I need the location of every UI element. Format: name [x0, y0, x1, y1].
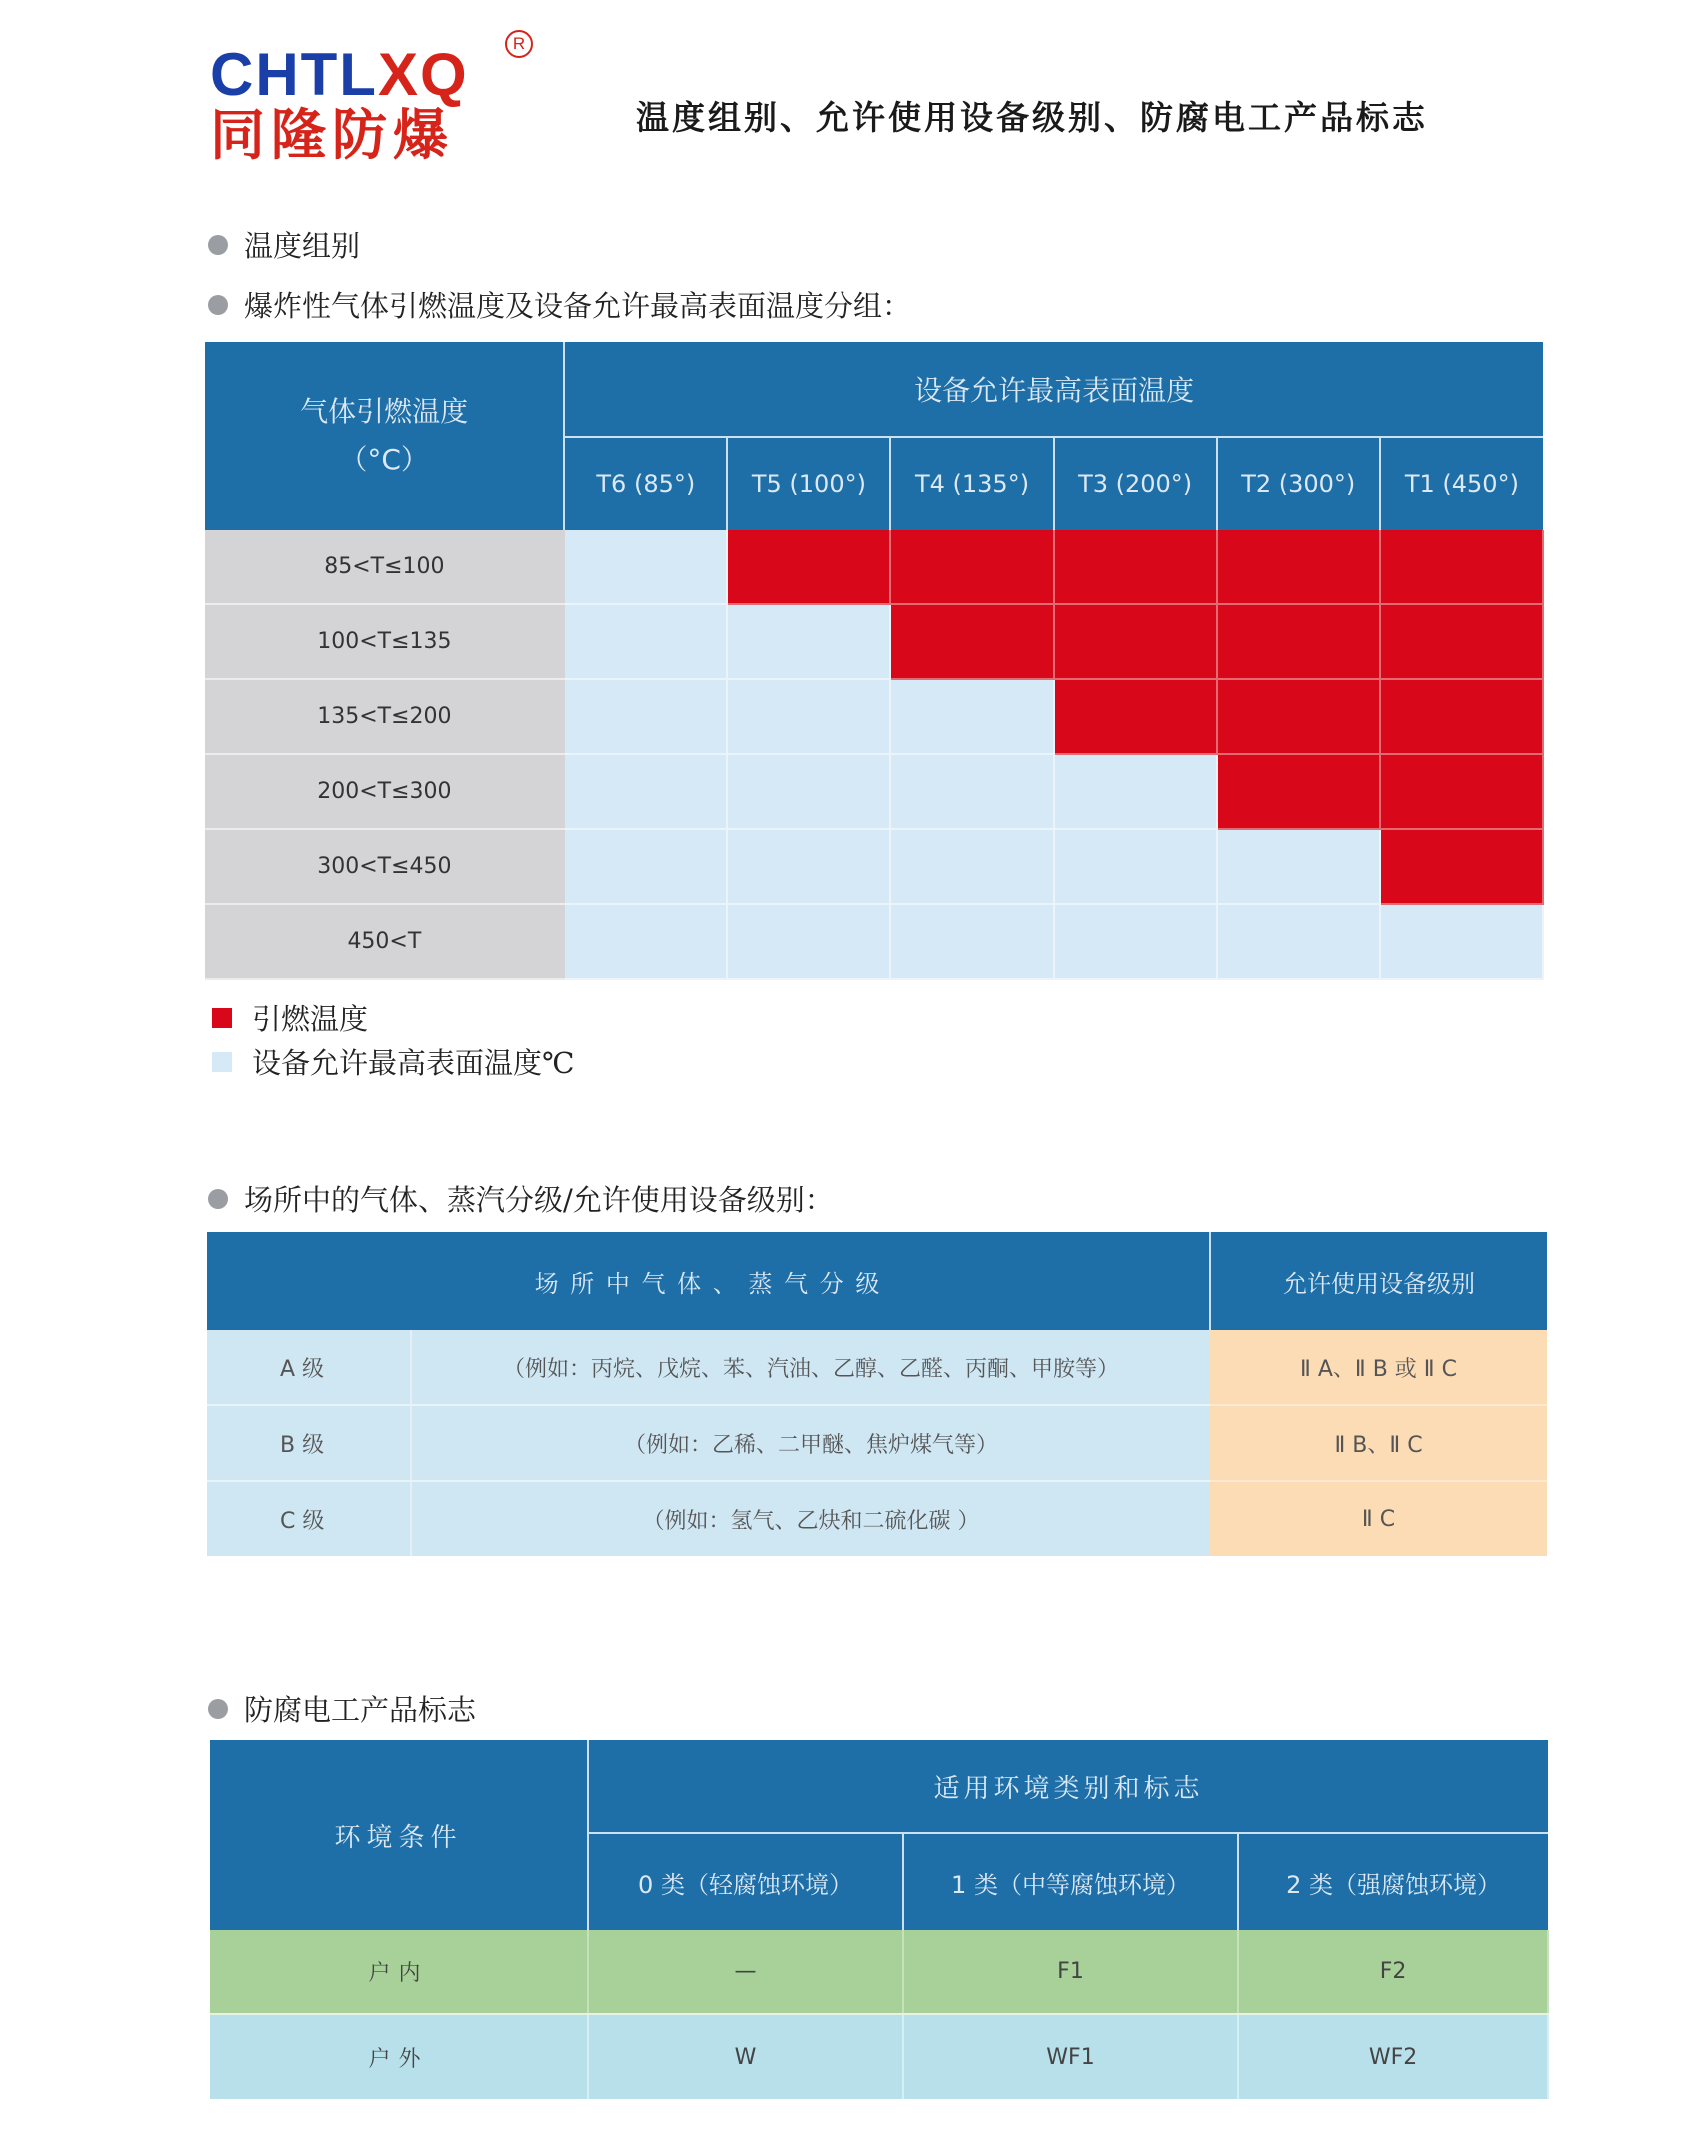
allowed-temp-cell [1380, 904, 1543, 979]
table-cell: WF2 [1238, 2014, 1548, 2099]
allowed-temp-cell [727, 754, 890, 829]
corner-unit: （°C） [339, 443, 429, 476]
legend-red [212, 997, 368, 1038]
ignition-cell [1380, 604, 1543, 679]
registered-mark-icon: R [505, 30, 533, 58]
allowed-temp-cell [564, 904, 727, 979]
table-cell: W [588, 2014, 903, 2099]
allowed-temp-cell [1054, 904, 1217, 979]
bullet-icon [208, 1189, 228, 1209]
logo-english [210, 40, 469, 110]
bullet-icon [208, 295, 228, 315]
section-heading-gas-classes [208, 1178, 834, 1219]
logo-english-blue: CHTL [210, 41, 378, 108]
corner-label: 气体引燃温度 [300, 395, 469, 428]
allowed-temp-cell [727, 679, 890, 754]
column-header: T4 (135°) [890, 437, 1053, 530]
allowed-temp-cell [727, 829, 890, 904]
table-row [205, 829, 1543, 904]
allowed-temp-cell [564, 754, 727, 829]
bullet-icon [208, 1699, 228, 1719]
allowed-temp-cell [564, 530, 727, 604]
blue-square-icon [212, 1052, 232, 1072]
section-heading-anticorrosion [208, 1688, 476, 1729]
ignition-cell [727, 530, 890, 604]
allowed-temp-cell [890, 829, 1053, 904]
column-header: 0 类（轻腐蚀环境） [588, 1833, 903, 1930]
allowed-temp-cell [564, 679, 727, 754]
ignition-cell [1054, 530, 1217, 604]
gas-example: （例如：丙烷、戊烷、苯、汽油、乙醇、乙醛、丙酮、甲胺等） [411, 1330, 1210, 1405]
table-row [205, 754, 1543, 829]
ignition-cell [1380, 754, 1543, 829]
legend-label: 设备允许最高表面温度℃ [252, 1046, 575, 1080]
column-header: 2 类（强腐蚀环境） [1238, 1833, 1548, 1930]
table-row [210, 1930, 1548, 2014]
table-row [210, 2014, 1548, 2099]
section-heading-temp-group [208, 224, 360, 265]
row-label: 85<T≤100 [205, 530, 564, 604]
logo-chinese: 同隆防爆 [210, 103, 455, 167]
row-label: 300<T≤450 [205, 829, 564, 904]
gas-level: B 级 [207, 1405, 411, 1481]
section-heading-explosive-gas [208, 284, 911, 325]
section-label: 防腐电工产品标志 [244, 1693, 477, 1727]
table-cell: — [588, 1930, 903, 2014]
table-cell: F1 [903, 1930, 1238, 2014]
ignition-cell [1217, 530, 1380, 604]
allowed-temp-cell [890, 904, 1053, 979]
legend-label: 引燃温度 [252, 1002, 369, 1036]
ignition-cell [1054, 604, 1217, 679]
ignition-cell [1380, 530, 1543, 604]
table-row [205, 604, 1543, 679]
environment-label: 户内 [210, 1930, 588, 2014]
ignition-cell [1217, 754, 1380, 829]
table-cell: F2 [1238, 1930, 1548, 2014]
ignition-cell [890, 604, 1053, 679]
gas-class-header: 场 所 中 气 体 、 蒸 气 分 级 [207, 1232, 1210, 1330]
column-header: T5 (100°) [727, 437, 890, 530]
group-header: 设备允许最高表面温度 [564, 342, 1543, 437]
ignition-cell [1380, 679, 1543, 754]
ignition-cell [1054, 679, 1217, 754]
table-row [205, 679, 1543, 754]
row-label: 100<T≤135 [205, 604, 564, 679]
section-label: 爆炸性气体引燃温度及设备允许最高表面温度分组： [244, 289, 912, 323]
row-label: 135<T≤200 [205, 679, 564, 754]
company-logo [210, 34, 540, 170]
environment-label: 户外 [210, 2014, 588, 2099]
ignition-cell [1217, 679, 1380, 754]
gas-level: C 级 [207, 1481, 411, 1556]
table-row [205, 904, 1543, 979]
allowed-temp-cell [727, 904, 890, 979]
table-row [207, 1405, 1547, 1481]
temperature-group-table [205, 342, 1544, 980]
allowed-temp-cell [564, 829, 727, 904]
allowed-temp-cell [564, 604, 727, 679]
allowed-temp-cell [1217, 829, 1380, 904]
equipment-level: Ⅱ C [1210, 1481, 1547, 1556]
legend-blue [212, 1041, 574, 1082]
column-header: T2 (300°) [1217, 437, 1380, 530]
allowed-temp-cell [1217, 904, 1380, 979]
equipment-level: Ⅱ B、Ⅱ C [1210, 1405, 1547, 1481]
table-corner-header: 环境条件 [210, 1740, 588, 1930]
logo-english-red: XQ [377, 41, 469, 108]
allowed-temp-cell [890, 754, 1053, 829]
gas-example: （例如：氢气、乙炔和二硫化碳 ） [411, 1481, 1210, 1556]
row-label: 450<T [205, 904, 564, 979]
red-square-icon [212, 1008, 232, 1028]
equipment-level: Ⅱ A、Ⅱ B 或 Ⅱ C [1210, 1330, 1547, 1405]
bullet-icon [208, 235, 228, 255]
gas-class-table [207, 1232, 1547, 1556]
ignition-cell [890, 530, 1053, 604]
column-header: 1 类（中等腐蚀环境） [903, 1833, 1238, 1930]
gas-example: （例如：乙稀、二甲醚、焦炉煤气等） [411, 1405, 1210, 1481]
allowed-temp-cell [1054, 754, 1217, 829]
column-header: T1 (450°) [1380, 437, 1543, 530]
column-header: T3 (200°) [1054, 437, 1217, 530]
table-row [207, 1481, 1547, 1556]
anticorrosion-table [210, 1740, 1549, 2099]
ignition-cell [1217, 604, 1380, 679]
table-row [207, 1330, 1547, 1405]
table-row [205, 530, 1543, 604]
section-label: 温度组别 [244, 229, 361, 263]
table-corner-header [205, 342, 564, 530]
group-header: 适用环境类别和标志 [588, 1740, 1548, 1833]
allowed-temp-cell [1054, 829, 1217, 904]
equipment-level-header: 允许使用设备级别 [1210, 1232, 1547, 1330]
column-header: T6 (85°) [564, 437, 727, 530]
page-title: 温度组别、允许使用设备级别、防腐电工产品标志 [636, 98, 1428, 137]
section-label: 场所中的气体、蒸汽分级/允许使用设备级别： [244, 1183, 834, 1217]
gas-level: A 级 [207, 1330, 411, 1405]
table-cell: WF1 [903, 2014, 1238, 2099]
allowed-temp-cell [727, 604, 890, 679]
row-label: 200<T≤300 [205, 754, 564, 829]
ignition-cell [1380, 829, 1543, 904]
allowed-temp-cell [890, 679, 1053, 754]
